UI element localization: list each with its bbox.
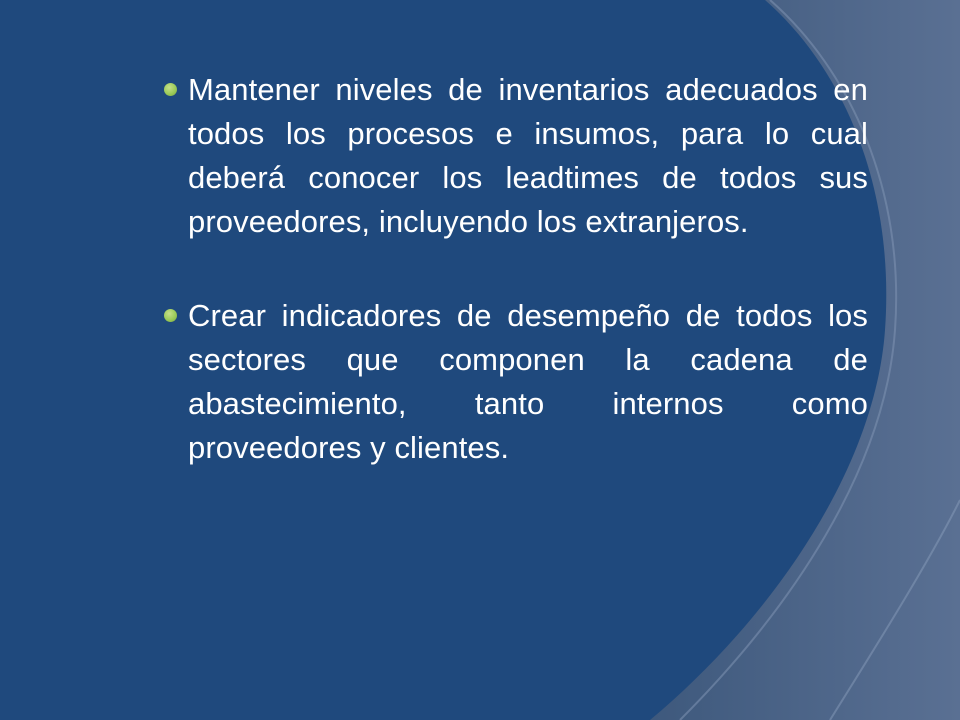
bullet-item xyxy=(160,294,868,470)
bullet-list xyxy=(160,68,868,520)
bullet-text: Mantener niveles de inventarios adecuados en todos los procesos e insumos, para lo cual deberá conocer los leadtimes de todos sus proveedores, incluyendo los extranjeros. xyxy=(188,72,868,239)
green-circle-bullet-icon xyxy=(164,83,177,96)
bullet-text: Crear indicadores de desempeño de todos los sectores que componen la cadena de abastecimiento, tanto internos como proveedores y clientes. xyxy=(188,298,868,465)
bullet-item xyxy=(160,68,868,244)
green-circle-bullet-icon xyxy=(164,309,177,322)
